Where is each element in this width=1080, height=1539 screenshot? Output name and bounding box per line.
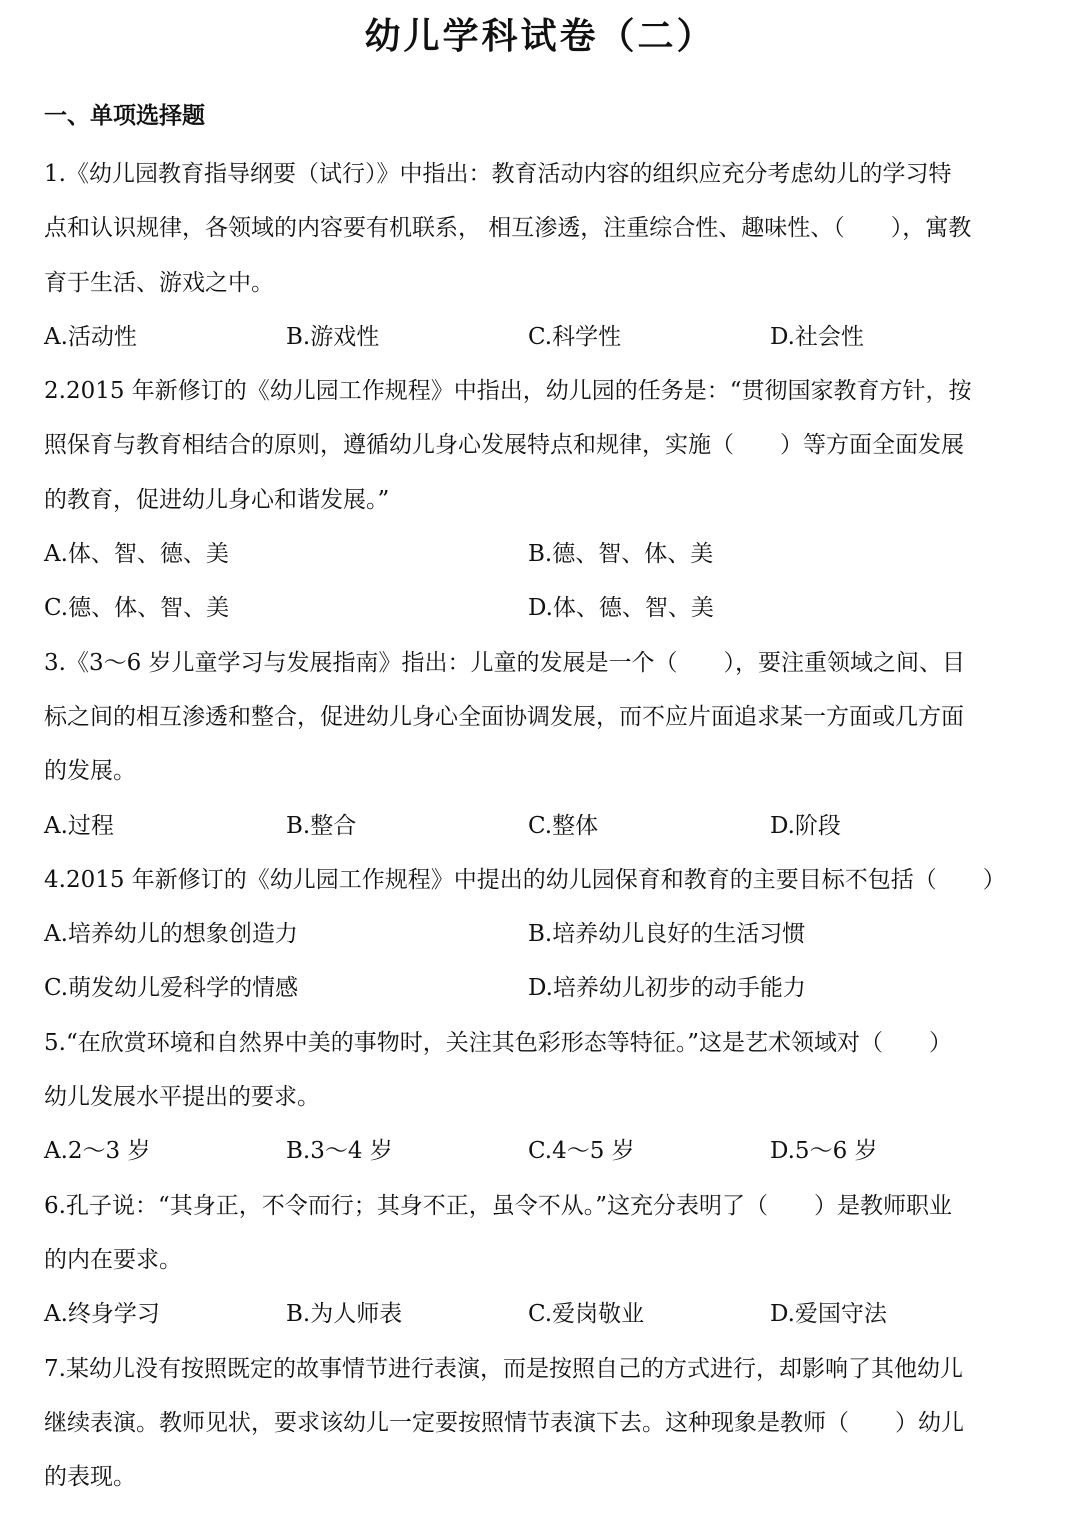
option-d: D.社会性 [770, 323, 864, 350]
question-text-line: 2.2015 年新修订的《幼儿园工作规程》中指出，幼儿园的任务是：“贯彻国家教育方针，按 [44, 378, 972, 405]
option-c: C.整体 [528, 812, 599, 839]
question-text-line: 7.某幼儿没有按照既定的故事情节进行表演，而是按照自己的方式进行，却影响了其他幼儿 [44, 1355, 963, 1382]
option-b: B.游戏性 [286, 323, 380, 350]
question-text-line: 的发展。 [44, 758, 136, 785]
question-text-line: 1.《幼儿园教育指导纲要（试行）》中指出：教育活动内容的组织应充分考虑幼儿的学习特 [44, 161, 952, 187]
options-row [44, 527, 1006, 581]
question-1 [44, 147, 1006, 364]
question-text-line: 的内在要求。 [44, 1246, 182, 1273]
option-c: C.爱岗敬业 [528, 1301, 645, 1328]
question-text-line: 幼儿发展水平提出的要求。 [44, 1084, 320, 1111]
options-row [44, 907, 1006, 961]
question-3 [44, 636, 1006, 853]
option-b: B.3～4 岁 [286, 1138, 393, 1165]
question-list [44, 147, 1006, 1504]
option-c: C.萌发幼儿爱科学的情感 [44, 975, 299, 1002]
option-c: C.4～5 岁 [528, 1138, 635, 1165]
question-2 [44, 364, 1006, 635]
question-text-line: 照保育与教育相结合的原则，遵循幼儿身心发展特点和规律，实施（ ）等方面全面发展 [44, 432, 964, 459]
options-row [44, 961, 1006, 1015]
option-a: A.培养幼儿的想象创造力 [44, 921, 298, 948]
question-text-line: 育于生活、游戏之中。 [44, 269, 274, 296]
question-4 [44, 853, 1006, 1016]
option-c: C.科学性 [528, 323, 622, 350]
option-a: A.活动性 [44, 323, 137, 350]
option-b: B.培养幼儿良好的生活习惯 [528, 921, 806, 948]
section-heading: 一、单项选择题 [44, 103, 205, 129]
option-d: D.体、德、智、美 [528, 595, 714, 622]
options-row [44, 799, 1006, 853]
page-title: 幼儿学科试卷（二） [364, 16, 716, 57]
options-row [44, 1287, 1006, 1341]
question-text-line: 的表现。 [44, 1464, 136, 1491]
question-text-line: 3.《3～6 岁儿童学习与发展指南》指出：儿童的发展是一个（ ），要注重领域之间、目 [44, 649, 966, 676]
question-text-line: 4.2015 年新修订的《幼儿园工作规程》中提出的幼儿园保育和教育的主要目标不包括（ ） [44, 866, 1006, 893]
question-text-line: 5.“在欣赏环境和自然界中美的事物时，关注其色彩形态等特征。”这是艺术领域对（ ） [44, 1029, 952, 1056]
option-b: B.整合 [286, 812, 357, 839]
option-a: A.终身学习 [44, 1301, 160, 1328]
question-7 [44, 1342, 1006, 1505]
options-row [44, 581, 1006, 635]
option-a: A.过程 [44, 812, 114, 839]
option-d: D.爱国守法 [770, 1301, 887, 1328]
option-d: D.5～6 岁 [770, 1138, 878, 1165]
question-text-line: 的教育，促进幼儿身心和谐发展。” [44, 486, 390, 513]
question-text-line: 点和认识规律，各领域的内容要有机联系， 相互渗透，注重综合性、趣味性、（ ），寓教 [44, 215, 972, 242]
option-d: D.培养幼儿初步的动手能力 [528, 975, 806, 1002]
option-d: D.阶段 [770, 812, 841, 839]
option-a: A.2～3 岁 [44, 1138, 151, 1165]
question-text-line: 6.孔子说：“其身正，不令而行；其身不正，虽令不从。”这充分表明了（ ）是教师职业 [44, 1192, 952, 1219]
question-5 [44, 1016, 1006, 1179]
options-row [44, 310, 1006, 364]
question-6 [44, 1179, 1006, 1342]
option-b: B.为人师表 [286, 1301, 403, 1328]
question-text-line: 继续表演。教师见状，要求该幼儿一定要按照情节表演下去。这种现象是教师（ ）幼儿 [44, 1409, 964, 1436]
option-b: B.德、智、体、美 [528, 541, 714, 568]
options-row [44, 1124, 1006, 1178]
question-text-line: 标之间的相互渗透和整合，促进幼儿身心全面协调发展，而不应片面追求某一方面或几方面 [44, 703, 964, 730]
option-c: C.德、体、智、美 [44, 595, 230, 622]
option-a: A.体、智、德、美 [44, 541, 229, 568]
